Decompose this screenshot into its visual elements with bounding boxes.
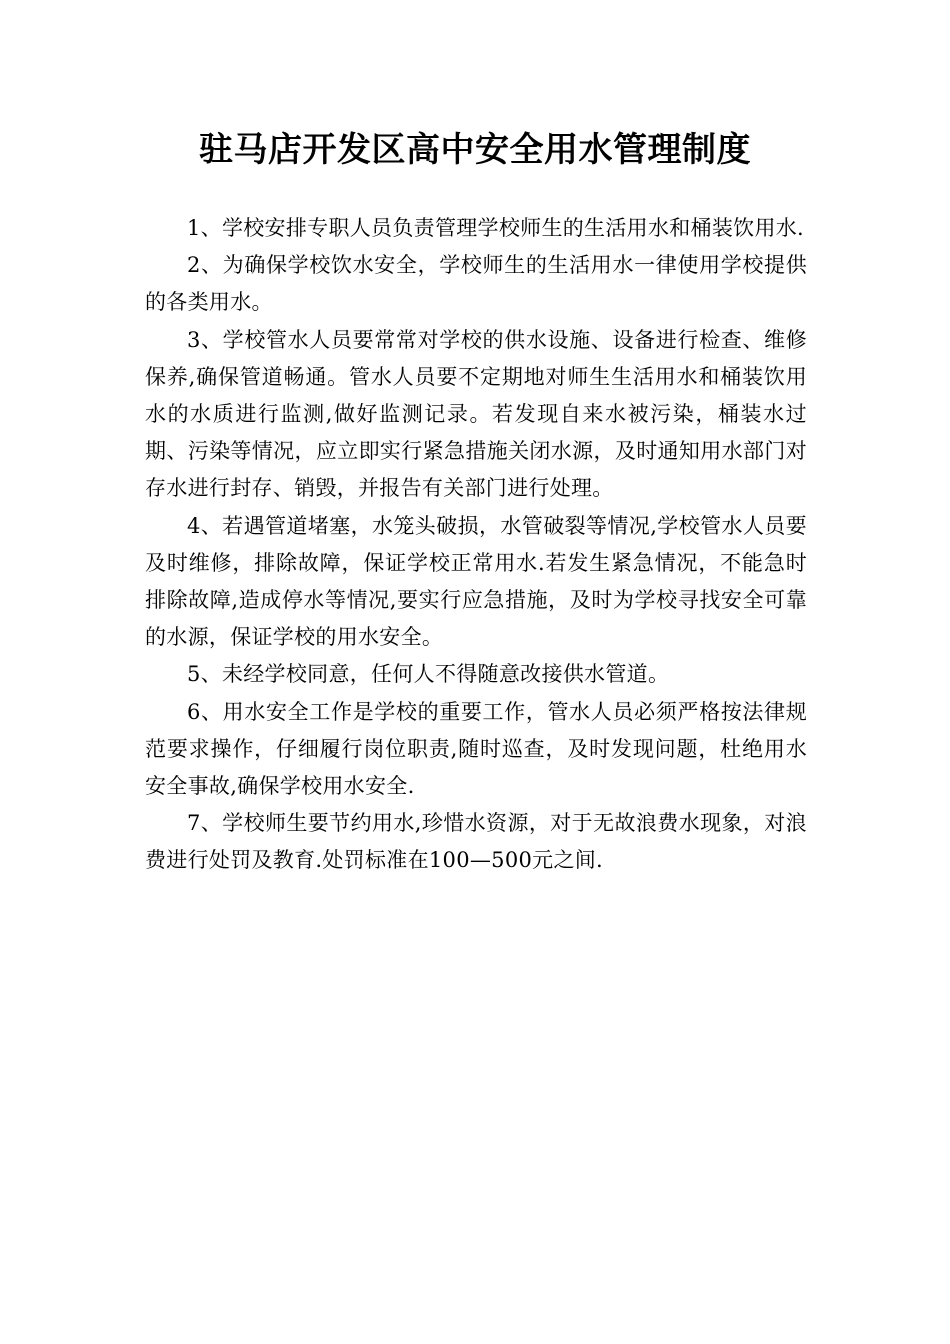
document-title: 驻马店开发区高中安全用水管理制度 <box>199 130 751 170</box>
paragraph-5: 5、未经学校同意，任何人不得随意改接供水管道。 <box>187 662 670 687</box>
paragraph-3: 3、学校管水人员要常常对学校的供水设施、设备进行检查、维修保养,确保管道畅通。管水人员要不定期地对师生生活用水和桶装饮用水的水质进行监测,做好监测记录。若发现自来水被污染，桶装水过期、污染等情况，应立即实行紧急措施关闭水源，及时通知用水部门对存水进行封存、销毁，并报告有关部门进行处理。 <box>145 327 807 501</box>
paragraph-1: 1、学校安排专职人员负责管理学校师生的生活用水和桶装饮用水. <box>187 216 805 240</box>
document-body <box>145 210 807 880</box>
paragraph-6: 6、用水安全工作是学校的重要工作，管水人员必须严格按法律规范要求操作，仔细履行岗位职责,随时巡查，及时发现问题，杜绝用水安全事故,确保学校用水安全. <box>145 699 807 799</box>
paragraph-4: 4、若遇管道堵塞，水笼头破损，水管破裂等情况,学校管水人员要及时维修，排除故障，保证学校正常用水.若发生紧急情况，不能急时排除故障,造成停水等情况,要实行应急措施，及时为学校寻找安全可靠的水源，保证学校的用水安全。 <box>145 513 807 650</box>
paragraph-2: 2、为确保学校饮水安全，学校师生的生活用水一律使用学校提供的各类用水。 <box>145 253 807 315</box>
paragraph-7: 7、学校师生要节约用水,珍惜水资源，对于无故浪费水现象，对浪费进行处罚及教育.处罚标准在100—500元之间. <box>145 811 807 873</box>
